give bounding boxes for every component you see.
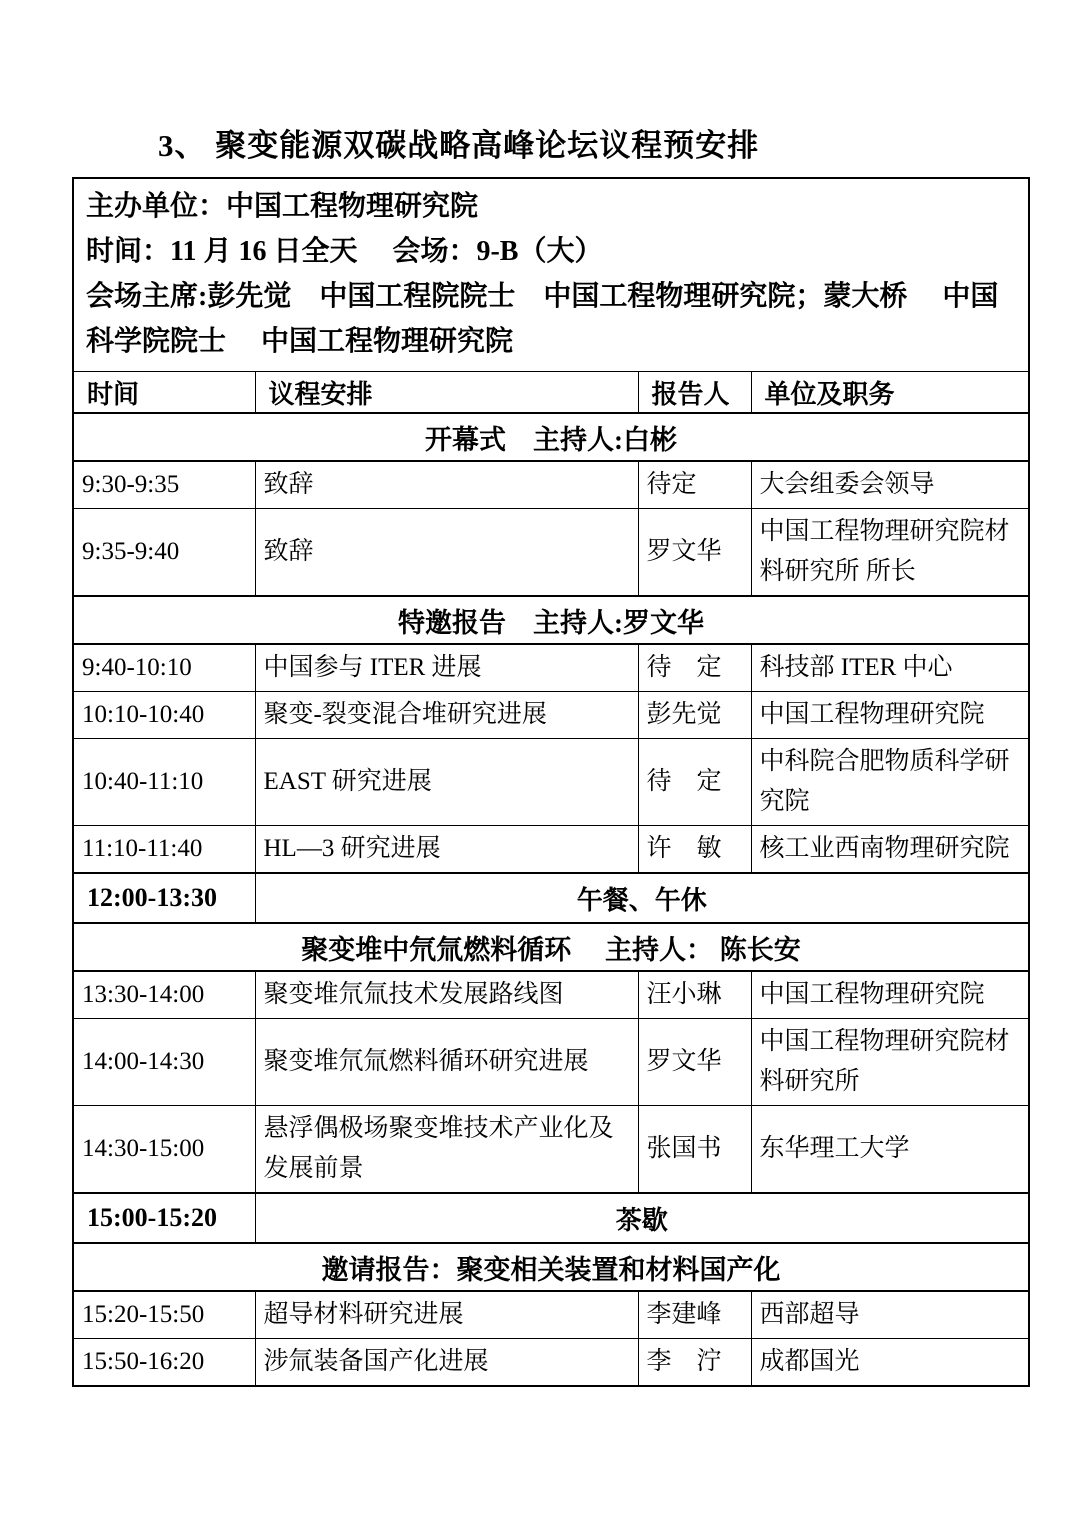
presenter-cell: 张国书 [638, 1106, 751, 1194]
meta-info-row [73, 178, 1029, 372]
break-row [73, 1193, 1029, 1243]
agenda-cell: 中国参与 ITER 进展 [255, 644, 638, 692]
time-cell: 13:30-14:00 [73, 971, 255, 1019]
section-header-cell: 开幕式 主持人:白彬 [73, 413, 1029, 461]
unit-cell: 中科院合肥物质科学研究院 [751, 739, 1029, 826]
section-header-cell: 聚变堆中氘氚燃料循环 主持人： 陈长安 [73, 923, 1029, 971]
time-cell: 10:40-11:10 [73, 739, 255, 826]
presenter-cell: 汪小琳 [638, 971, 751, 1019]
unit-cell: 中国工程物理研究院材料研究所 所长 [751, 509, 1029, 597]
presenter-cell: 李建峰 [638, 1291, 751, 1339]
col-header-presenter: 报告人 [638, 372, 751, 414]
time-cell: 15:00-15:20 [73, 1193, 255, 1243]
chairs-line: 会场主席:彭先觉 中国工程院院士 中国工程物理研究院；蒙大桥 中国科学院院士 中国工程物理研究院 [86, 281, 999, 357]
presenter-cell: 彭先觉 [638, 692, 751, 739]
agenda-row [73, 739, 1029, 826]
section-row [73, 596, 1029, 644]
agenda-row [73, 971, 1029, 1019]
column-header-row [73, 372, 1029, 414]
presenter-cell: 待定 [638, 461, 751, 509]
time-cell: 10:10-10:40 [73, 692, 255, 739]
time-cell: 12:00-13:30 [73, 873, 255, 923]
section-header-cell: 特邀报告 主持人:罗文华 [73, 596, 1029, 644]
col-header-unit: 单位及职务 [751, 372, 1029, 414]
time-venue-line: 时间：11 月 16 日全天 会场：9-B（大） [86, 236, 603, 267]
agenda-cell: 涉氚装备国产化进展 [255, 1339, 638, 1387]
meta-info-cell [73, 178, 1029, 372]
unit-cell: 中国工程物理研究院材料研究所 [751, 1019, 1029, 1106]
section-row [73, 923, 1029, 971]
col-header-agenda: 议程安排 [255, 372, 638, 414]
agenda-row [73, 826, 1029, 874]
time-cell: 14:30-15:00 [73, 1106, 255, 1194]
agenda-cell: 聚变堆氘氚技术发展路线图 [255, 971, 638, 1019]
break-label-cell: 茶歇 [255, 1193, 1029, 1243]
agenda-cell: 聚变堆氘氚燃料循环研究进展 [255, 1019, 638, 1106]
section-header-cell: 邀请报告：聚变相关装置和材料国产化 [73, 1243, 1029, 1291]
agenda-table [72, 177, 1030, 1387]
presenter-cell: 待 定 [638, 644, 751, 692]
time-cell: 15:20-15:50 [73, 1291, 255, 1339]
agenda-row [73, 1019, 1029, 1106]
agenda-cell: HL—3 研究进展 [255, 826, 638, 874]
page-title: 3、 聚变能源双碳战略高峰论坛议程预安排 [158, 128, 760, 163]
agenda-cell: EAST 研究进展 [255, 739, 638, 826]
unit-cell: 中国工程物理研究院 [751, 971, 1029, 1019]
unit-cell: 中国工程物理研究院 [751, 692, 1029, 739]
col-header-time: 时间 [73, 372, 255, 414]
presenter-cell: 罗文华 [638, 509, 751, 597]
agenda-row [73, 644, 1029, 692]
time-cell: 9:30-9:35 [73, 461, 255, 509]
agenda-cell: 悬浮偶极场聚变堆技术产业化及发展前景 [255, 1106, 638, 1194]
unit-cell: 核工业西南物理研究院 [751, 826, 1029, 874]
agenda-row [73, 461, 1029, 509]
agenda-cell: 超导材料研究进展 [255, 1291, 638, 1339]
agenda-row [73, 692, 1029, 739]
agenda-cell: 致辞 [255, 461, 638, 509]
agenda-cell: 聚变-裂变混合堆研究进展 [255, 692, 638, 739]
time-cell: 9:40-10:10 [73, 644, 255, 692]
agenda-row [73, 1339, 1029, 1387]
agenda-row [73, 1106, 1029, 1194]
section-row [73, 1243, 1029, 1291]
presenter-cell: 待 定 [638, 739, 751, 826]
time-cell: 9:35-9:40 [73, 509, 255, 597]
break-row [73, 873, 1029, 923]
section-row [73, 413, 1029, 461]
unit-cell: 大会组委会领导 [751, 461, 1029, 509]
host-line: 主办单位：中国工程物理研究院 [86, 191, 479, 222]
presenter-cell: 许 敏 [638, 826, 751, 874]
time-cell: 14:00-14:30 [73, 1019, 255, 1106]
agenda-cell: 致辞 [255, 509, 638, 597]
agenda-row [73, 509, 1029, 597]
unit-cell: 成都国光 [751, 1339, 1029, 1387]
unit-cell: 东华理工大学 [751, 1106, 1029, 1194]
break-label-cell: 午餐、午休 [255, 873, 1029, 923]
time-cell: 11:10-11:40 [73, 826, 255, 874]
time-cell: 15:50-16:20 [73, 1339, 255, 1387]
unit-cell: 科技部 ITER 中心 [751, 644, 1029, 692]
presenter-cell: 李 泞 [638, 1339, 751, 1387]
unit-cell: 西部超导 [751, 1291, 1029, 1339]
presenter-cell: 罗文华 [638, 1019, 751, 1106]
agenda-row [73, 1291, 1029, 1339]
